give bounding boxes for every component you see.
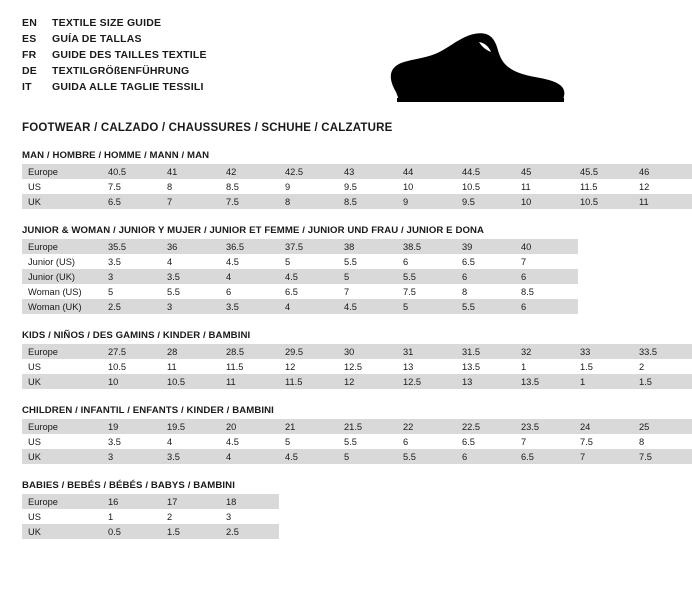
size-cell: 22 (397, 419, 456, 434)
size-cell: 7.5 (397, 284, 456, 299)
size-cell: 3 (102, 449, 161, 464)
group-title: CHILDREN / INFANTIL / ENFANTS / KINDER / BAMBINI (22, 405, 274, 416)
section-title: FOOTWEAR / CALZADO / CHAUSSURES / SCHUHE / CALZATURE (22, 122, 393, 134)
size-cell: 6 (456, 269, 515, 284)
size-cell: 5 (279, 434, 338, 449)
size-cell: 8.5 (338, 194, 397, 209)
row-label: Europe (22, 419, 102, 434)
language-title: GUIDA ALLE TAGLIE TESSILI (52, 81, 204, 93)
size-cell: 28.5 (220, 344, 279, 359)
size-cell: 9.5 (456, 194, 515, 209)
size-cell: 32 (515, 344, 574, 359)
size-cell: 6 (397, 434, 456, 449)
size-cell: 7.5 (633, 449, 692, 464)
size-cell: 6 (397, 254, 456, 269)
size-group-children (22, 405, 652, 464)
size-cell: 5 (397, 299, 456, 314)
size-cell: 3.5 (102, 254, 161, 269)
size-table (22, 344, 692, 389)
size-cell: 9 (279, 179, 338, 194)
size-cell: 11 (633, 194, 692, 209)
size-cell: 7.5 (102, 179, 161, 194)
table-row (22, 299, 578, 314)
size-cell: 1 (102, 509, 161, 524)
table-row (22, 419, 692, 434)
size-cell: 19 (102, 419, 161, 434)
size-cell: 22.5 (456, 419, 515, 434)
size-cell: 42.5 (279, 164, 338, 179)
size-cell: 20 (220, 419, 279, 434)
language-title: TEXTILGRÖßENFÜHRUNG (52, 65, 190, 77)
dress-shoe-icon (383, 30, 568, 108)
size-cell: 44 (397, 164, 456, 179)
table-row (22, 239, 578, 254)
row-label: Europe (22, 239, 102, 254)
size-cell: 46 (633, 164, 692, 179)
size-cell: 2 (633, 359, 692, 374)
language-title: GUIDE DES TAILLES TEXTILE (52, 49, 207, 61)
size-cell: 7 (515, 254, 574, 269)
size-cell: 6.5 (102, 194, 161, 209)
size-cell: 35.5 (102, 239, 161, 254)
row-label: UK (22, 194, 102, 209)
size-cell: 40.5 (102, 164, 161, 179)
size-cell: 8 (456, 284, 515, 299)
size-cell: 1.5 (633, 374, 692, 389)
size-cell: 11.5 (220, 359, 279, 374)
row-label: Woman (US) (22, 284, 102, 299)
size-cell: 6 (515, 299, 574, 314)
size-cell: 17 (161, 494, 220, 509)
size-cell: 44.5 (456, 164, 515, 179)
size-cell: 24 (574, 419, 633, 434)
size-cell: 12.5 (397, 374, 456, 389)
size-cell: 27.5 (102, 344, 161, 359)
size-cell: 7 (515, 434, 574, 449)
size-cell: 4.5 (220, 254, 279, 269)
table-row (22, 359, 692, 374)
row-label: UK (22, 524, 102, 539)
size-cell: 1 (574, 374, 633, 389)
size-cell: 10.5 (574, 194, 633, 209)
size-cell: 10 (397, 179, 456, 194)
group-title: KIDS / NIÑOS / DES GAMINS / KINDER / BAMBINI (22, 330, 251, 341)
table-row (22, 194, 692, 209)
size-cell: 2.5 (220, 524, 279, 539)
size-cell: 3.5 (161, 269, 220, 284)
size-cell: 9 (397, 194, 456, 209)
size-cell: 37.5 (279, 239, 338, 254)
size-table (22, 164, 692, 209)
size-cell: 10 (102, 374, 161, 389)
size-cell: 9.5 (338, 179, 397, 194)
size-cell: 5.5 (338, 254, 397, 269)
table-row (22, 284, 578, 299)
table-row (22, 269, 578, 284)
size-cell: 11 (515, 179, 574, 194)
row-label: Europe (22, 494, 102, 509)
size-cell: 6.5 (456, 434, 515, 449)
size-cell: 6 (456, 449, 515, 464)
size-cell: 1.5 (161, 524, 220, 539)
size-cell: 43 (338, 164, 397, 179)
size-cell: 23.5 (515, 419, 574, 434)
size-cell: 13 (397, 359, 456, 374)
size-cell: 7.5 (574, 434, 633, 449)
table-row (22, 434, 692, 449)
size-cell: 21 (279, 419, 338, 434)
size-cell: 25 (633, 419, 692, 434)
language-title-list (22, 16, 207, 94)
size-cell: 3 (161, 299, 220, 314)
size-cell: 2 (161, 509, 220, 524)
size-cell: 5.5 (456, 299, 515, 314)
size-cell: 5.5 (397, 269, 456, 284)
size-cell: 8.5 (220, 179, 279, 194)
size-table (22, 239, 578, 314)
size-cell: 38 (338, 239, 397, 254)
size-cell: 12 (279, 359, 338, 374)
size-cell: 5.5 (338, 434, 397, 449)
size-cell: 4.5 (279, 269, 338, 284)
size-cell: 39 (456, 239, 515, 254)
size-cell: 5 (338, 449, 397, 464)
size-cell: 6 (220, 284, 279, 299)
row-label: UK (22, 374, 102, 389)
table-row (22, 179, 692, 194)
row-label: Woman (UK) (22, 299, 102, 314)
table-row (22, 509, 279, 524)
language-code: IT (22, 81, 32, 93)
size-cell: 12.5 (338, 359, 397, 374)
size-cell: 21.5 (338, 419, 397, 434)
size-cell: 10.5 (102, 359, 161, 374)
size-cell: 8.5 (515, 284, 574, 299)
size-group-junior-woman (22, 225, 578, 314)
size-cell: 7 (161, 194, 220, 209)
size-cell: 42 (220, 164, 279, 179)
size-cell: 8 (161, 179, 220, 194)
group-title: BABIES / BEBÉS / BÉBÉS / BABYS / BAMBINI (22, 480, 235, 491)
size-table (22, 419, 692, 464)
size-cell: 3 (102, 269, 161, 284)
size-cell: 6 (515, 269, 574, 284)
table-row (22, 344, 692, 359)
size-cell: 7.5 (220, 194, 279, 209)
language-title: TEXTILE SIZE GUIDE (52, 17, 162, 29)
language-code: EN (22, 17, 37, 29)
size-cell: 3 (220, 509, 279, 524)
size-cell: 10.5 (456, 179, 515, 194)
row-label: Europe (22, 164, 102, 179)
size-cell: 11.5 (574, 179, 633, 194)
size-cell: 5.5 (161, 284, 220, 299)
language-code: DE (22, 65, 37, 77)
size-group-kids (22, 330, 658, 389)
row-label: US (22, 509, 102, 524)
size-cell: 5.5 (397, 449, 456, 464)
size-cell: 4.5 (279, 449, 338, 464)
size-cell: 30 (338, 344, 397, 359)
size-cell: 33.5 (633, 344, 692, 359)
language-code: ES (22, 33, 37, 45)
size-cell: 10.5 (161, 374, 220, 389)
size-cell: 38.5 (397, 239, 456, 254)
group-title: MAN / HOMBRE / HOMME / MANN / MAN (22, 150, 210, 161)
table-row (22, 494, 279, 509)
size-group-babies (22, 480, 578, 539)
size-cell: 12 (633, 179, 692, 194)
size-cell: 33 (574, 344, 633, 359)
size-cell: 13.5 (456, 359, 515, 374)
table-row (22, 449, 692, 464)
size-cell: 41 (161, 164, 220, 179)
size-cell: 5 (338, 269, 397, 284)
size-cell: 4 (220, 449, 279, 464)
size-cell: 40 (515, 239, 574, 254)
size-cell: 0.5 (102, 524, 161, 539)
row-label: Junior (UK) (22, 269, 102, 284)
size-cell: 4.5 (338, 299, 397, 314)
row-label: Europe (22, 344, 102, 359)
size-cell: 13 (456, 374, 515, 389)
size-cell: 4 (161, 434, 220, 449)
size-cell: 10 (515, 194, 574, 209)
size-cell: 3.5 (220, 299, 279, 314)
page-header (22, 16, 578, 108)
size-cell: 4 (161, 254, 220, 269)
size-cell: 1 (515, 359, 574, 374)
size-cell: 6.5 (456, 254, 515, 269)
size-cell: 13.5 (515, 374, 574, 389)
size-cell: 11 (161, 359, 220, 374)
size-cell: 6.5 (279, 284, 338, 299)
size-cell: 4.5 (220, 434, 279, 449)
size-cell: 19.5 (161, 419, 220, 434)
size-cell: 45.5 (574, 164, 633, 179)
size-cell: 2.5 (102, 299, 161, 314)
size-cell: 3.5 (161, 449, 220, 464)
size-cell: 11.5 (279, 374, 338, 389)
size-cell: 3.5 (102, 434, 161, 449)
size-cell: 4 (279, 299, 338, 314)
table-row (22, 254, 578, 269)
size-cell: 12 (338, 374, 397, 389)
size-cell: 29.5 (279, 344, 338, 359)
size-cell: 4 (220, 269, 279, 284)
size-cell: 18 (220, 494, 279, 509)
group-title: JUNIOR & WOMAN / JUNIOR Y MUJER / JUNIOR ET FEMME / JUNIOR UND FRAU / JUNIOR E DONA (22, 225, 485, 236)
language-code: FR (22, 49, 37, 61)
size-cell: 7 (338, 284, 397, 299)
row-label: UK (22, 449, 102, 464)
size-cell: 45 (515, 164, 574, 179)
size-table (22, 494, 279, 539)
size-cell: 31 (397, 344, 456, 359)
size-cell: 8 (633, 434, 692, 449)
table-row (22, 164, 692, 179)
row-label: US (22, 179, 102, 194)
row-label: US (22, 434, 102, 449)
size-cell: 5 (279, 254, 338, 269)
size-cell: 28 (161, 344, 220, 359)
size-group-man (22, 150, 650, 209)
size-cell: 16 (102, 494, 161, 509)
language-title: GUÍA DE TALLAS (52, 33, 142, 45)
size-cell: 36.5 (220, 239, 279, 254)
row-label: Junior (US) (22, 254, 102, 269)
size-cell: 5 (102, 284, 161, 299)
size-cell: 11 (220, 374, 279, 389)
size-cell: 31.5 (456, 344, 515, 359)
size-cell: 1.5 (574, 359, 633, 374)
size-cell: 6.5 (515, 449, 574, 464)
table-row (22, 524, 279, 539)
size-cell: 7 (574, 449, 633, 464)
table-row (22, 374, 692, 389)
size-cell: 8 (279, 194, 338, 209)
row-label: US (22, 359, 102, 374)
size-cell: 36 (161, 239, 220, 254)
